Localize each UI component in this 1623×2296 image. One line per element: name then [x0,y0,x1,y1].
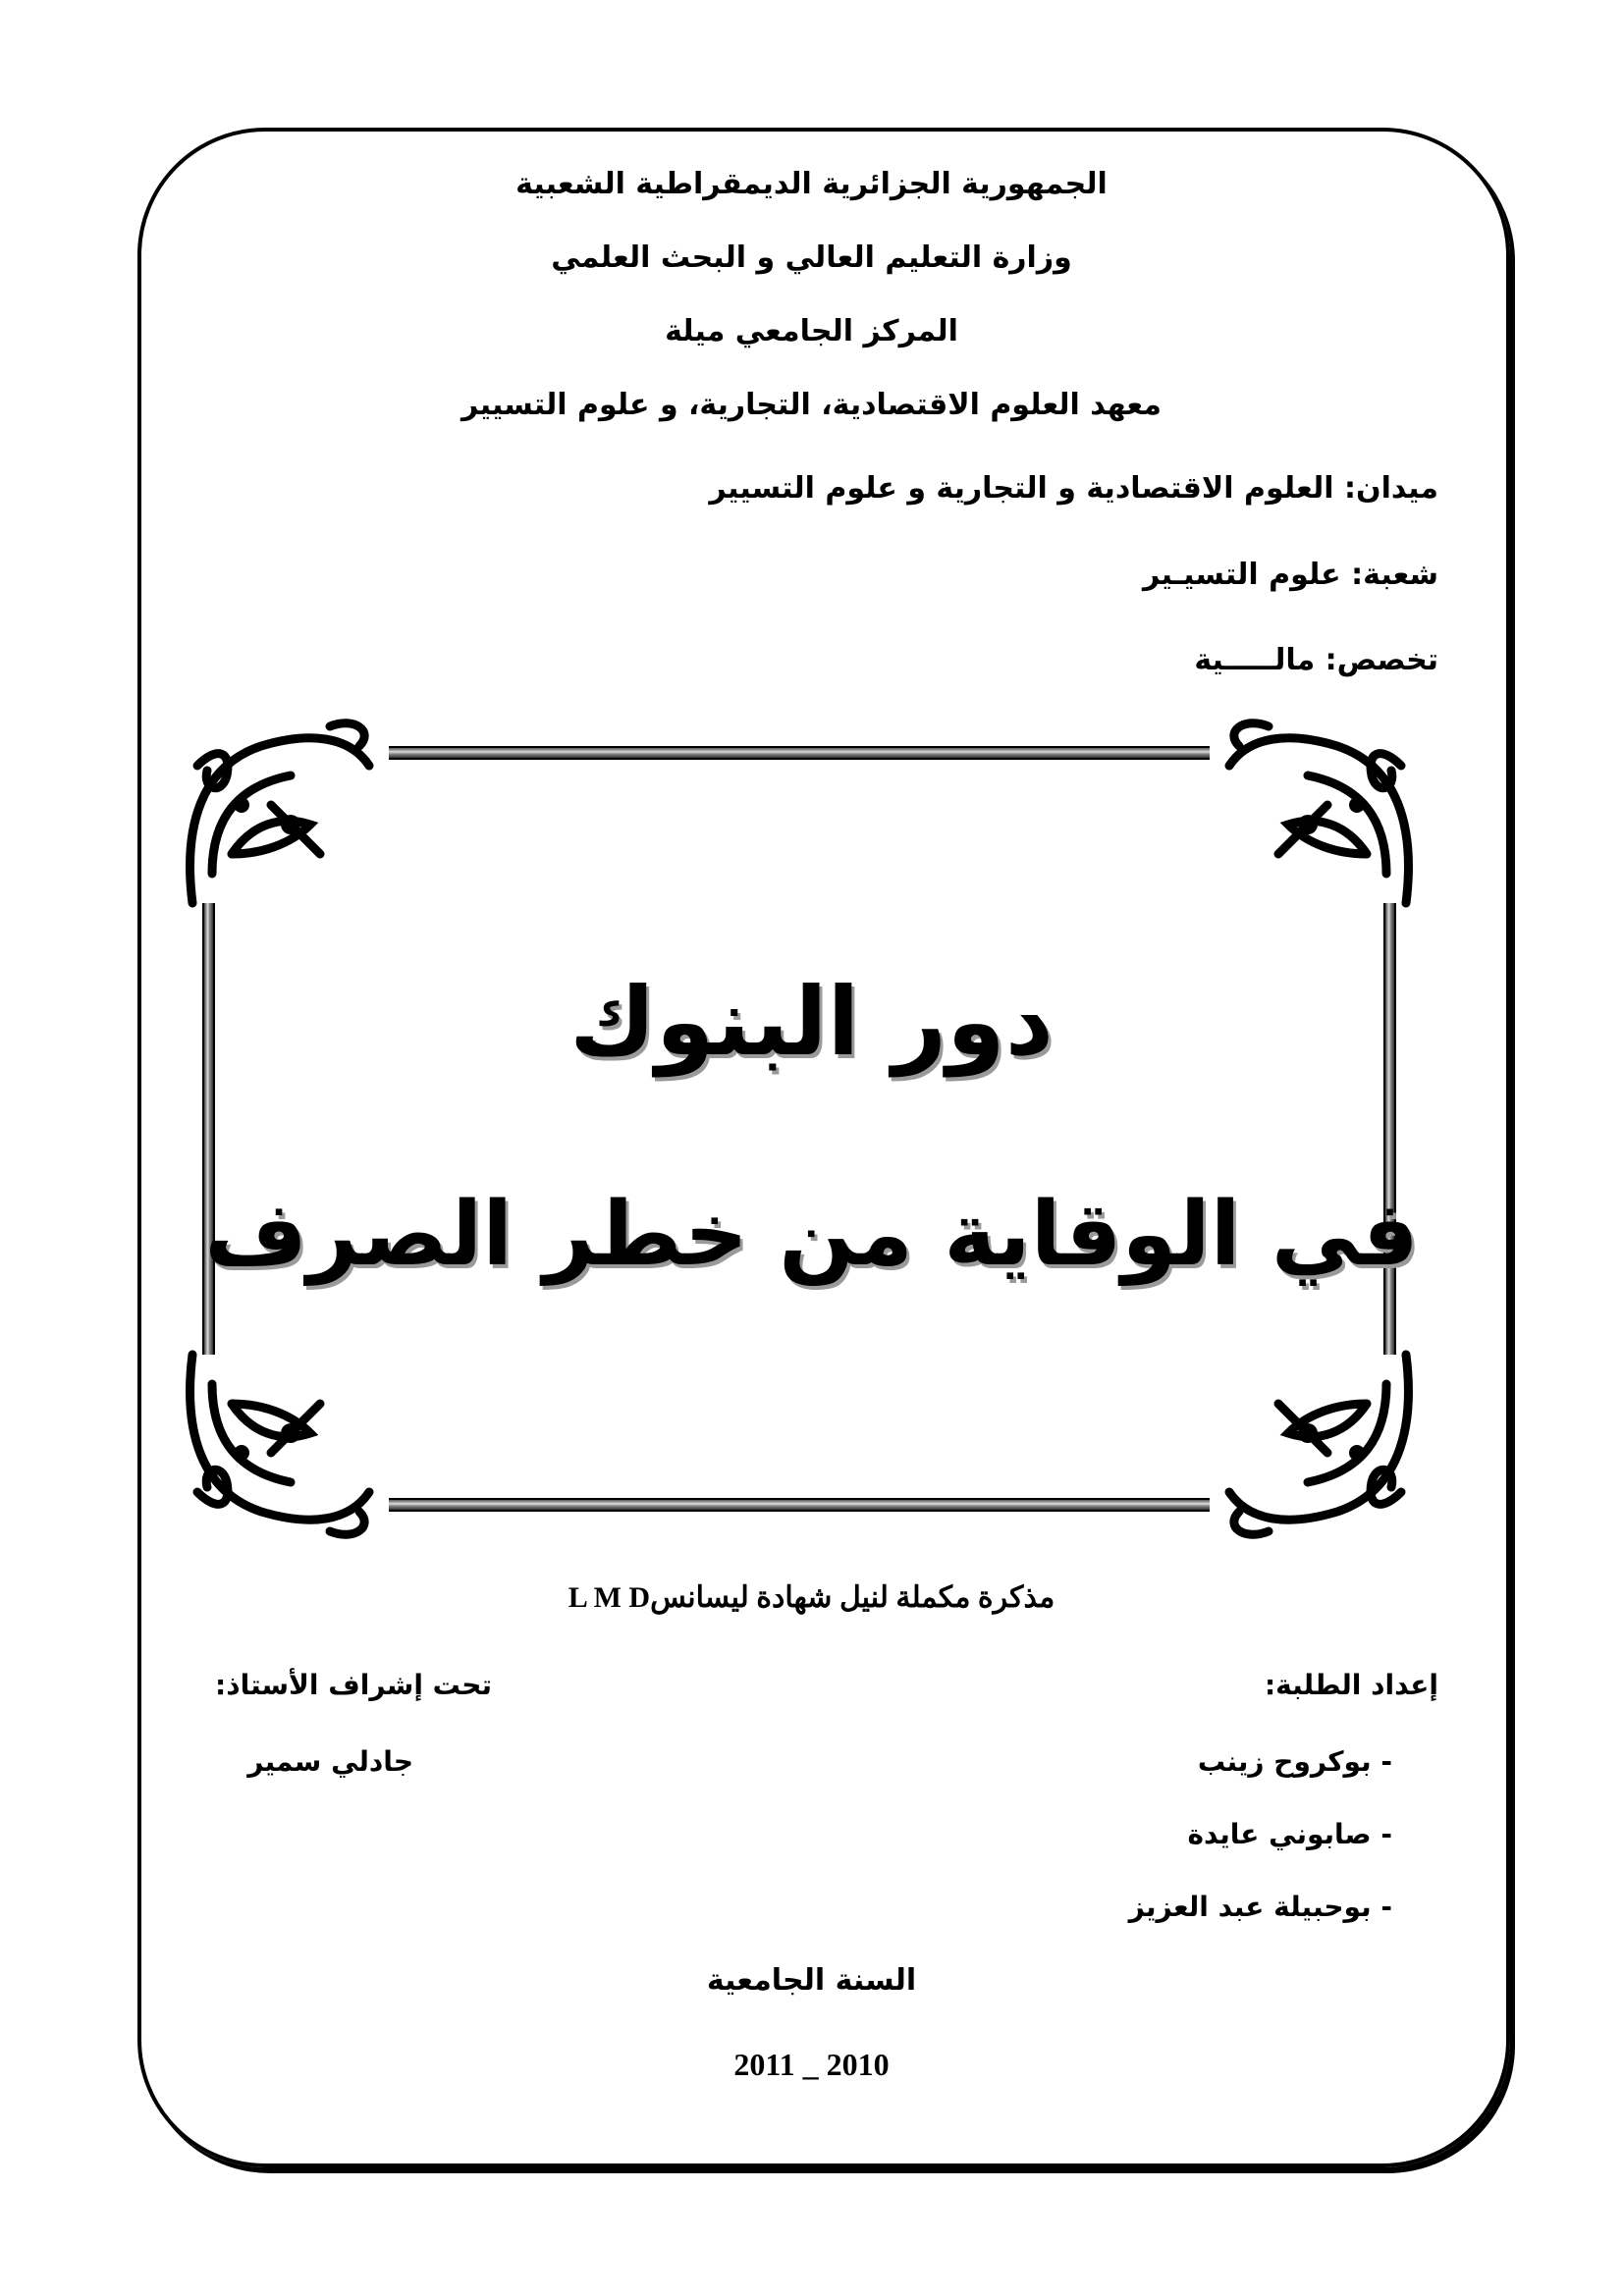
student-name: - بوكروح زينب [1197,1745,1392,1778]
corner-ornament-top-left [173,707,389,923]
thesis-title-line2: في الوقاية من خطر الصرف [204,1183,1419,1286]
branch-line: شعبة: علوم التسيـير [1142,558,1438,592]
institute-line: معهد العلوم الاقتصادية، التجارية، و علوم التسيير [461,388,1162,422]
republic-line: الجمهورية الجزائرية الديمقراطية الشعبية [515,167,1108,201]
corner-ornament-bottom-left [173,1335,389,1551]
corner-ornament-top-right [1210,707,1426,923]
university-line: المركز الجامعي ميلة [665,314,958,348]
specialty-line: تخصص: مالـــــية [1194,643,1438,677]
field-line: ميدان: العلوم الاقتصادية و التجارية و علوم التسيير [709,471,1438,506]
title-frame [192,726,1406,1531]
student-name: - بوحبيلة عبد العزيز [1128,1891,1392,1923]
supervisor-label: تحت إشراف الأستاذ: [215,1669,492,1701]
academic-year-value: 2011 _ 2010 [733,2047,890,2082]
thesis-title-line1: دور البنوك [568,967,1055,1077]
thesis-description: مذكرة مكملة لنيل شهادة ليسانسL M D [568,1581,1055,1614]
student-name: - صابوني عايدة [1187,1818,1392,1850]
corner-ornament-bottom-right [1210,1335,1426,1551]
academic-year-label: السنة الجامعية [706,1963,917,1998]
students-label: إعداد الطلبة: [1264,1669,1438,1701]
supervisor-name: جادلي سمير [247,1745,413,1778]
frame-top-bar [389,746,1210,760]
ministry-line: وزارة التعليم العالي و البحث العلمي [551,240,1072,275]
frame-bottom-bar [389,1498,1210,1512]
